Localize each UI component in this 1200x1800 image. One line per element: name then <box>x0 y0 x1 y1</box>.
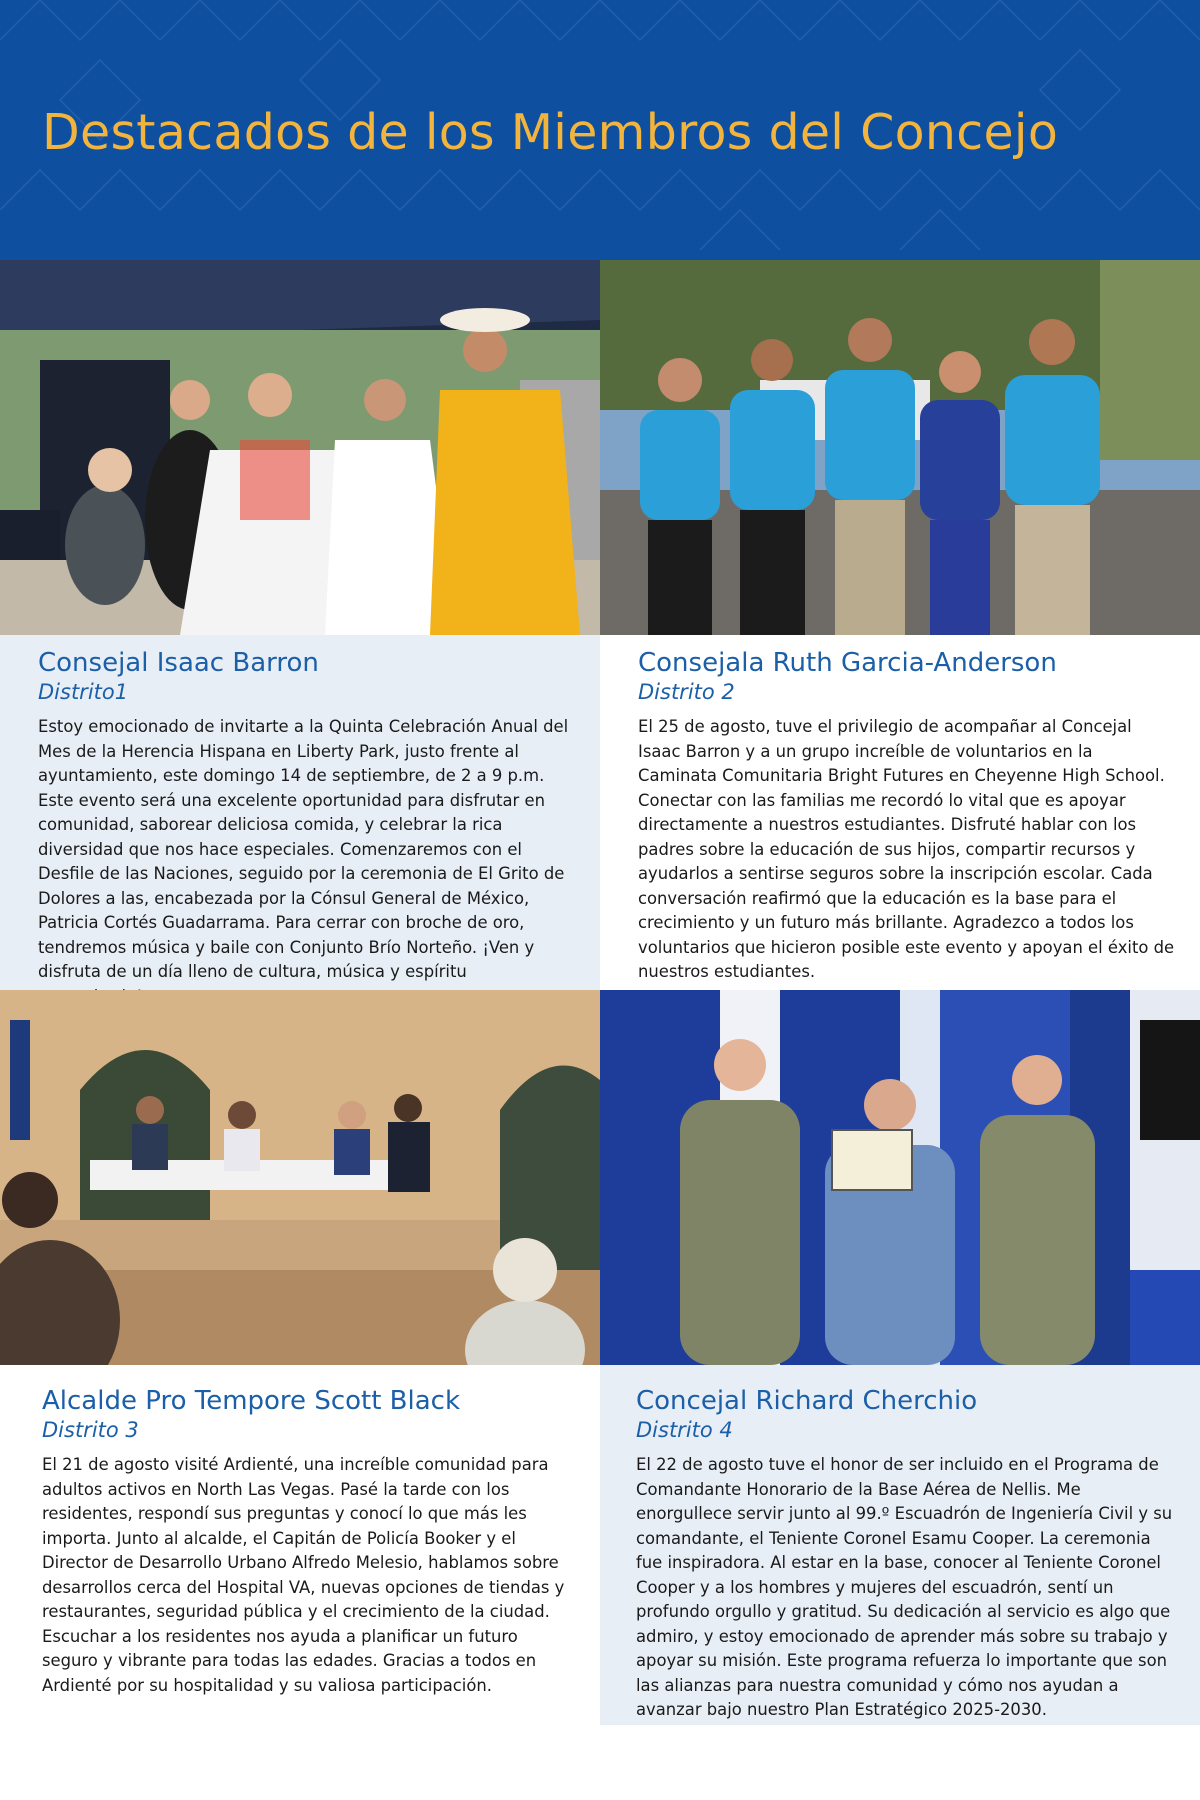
member-name: Concejal Richard Cherchio <box>636 1386 978 1416</box>
member-text: El 21 de agosto visité Ardienté, una increíble comunidad para adultos activos en North Las Vegas. Pasé la tarde con los residentes, respondí sus preguntas y conocí lo que más les importa. Junto al alcalde, el Capitán de Policía Booker y el Director de Desarrollo Urbano Alfredo Melesio, hablamos sobre desarrollos cerca del Hospital VA, nuevas opciones de tiendas y restaurantes, seguridad pública y el crecimiento de la ciudad. Escuchar a los residentes nos ayuda a planificar un futuro seguro y vibrante para todas las edades. Gracias a todos en Ardienté por su hospitalidad y su valiosa participación. <box>42 1455 565 1695</box>
page-title: Destacados de los Miembros del Concejo <box>42 104 1059 161</box>
member-name: Consejala Ruth Garcia-Anderson <box>638 648 1057 678</box>
member-name: Consejal Isaac Barron <box>38 648 319 678</box>
photo-ardiente-meeting <box>0 990 600 1365</box>
member-text: El 22 de agosto tuve el honor de ser incluido en el Programa de Comandante Honorario de la Base Aérea de Nellis. Me enorgullece servir junto al 99.º Escuadrón de Ingeniería Civil y su comandante, el Teniente Coronel Esamu Cooper. La ceremonia fue inspiradora. Al estar en la base, conocer al Teniente Coronel Cooper y a los hombres y mujeres del escuadrón, sentí un profundo orgullo y gratitud. Su dedicación al servicio es algo que admiro, y estoy emocionado de aprender más sobre su trabajo y apoyar su misión. Este programa refuerza lo importante que son las alianzas para nuestra comunidad y cómo nos ayudan a avanzar bajo nuestro Plan Estratégico 2025-2030. <box>636 1455 1173 1719</box>
member-text: El 25 de agosto, tuve el privilegio de acompañar al Concejal Isaac Barron y a un grupo increíble de voluntarios en la Caminata Comunitaria Bright Futures en Cheyenne High School. Conectar con las familias me recordó lo vital que es apoyar directamente a nuestros estudiantes. Disfruté hablar con los padres sobre la educación de sus hijos, compartir recursos y ayudarlos a sentirse seguros sobre la inscripción escolar. Cada conversación reafirmó que la educación es la base para el crecimiento y un futuro más brillante. Agradezco a todos los voluntarios que hicieron posible este evento y apoyan el éxito de nuestros estudiantes. <box>638 717 1175 981</box>
member-district: Distrito 4 <box>636 1418 733 1442</box>
photo-nellis-honorary-commander <box>600 990 1200 1365</box>
member-district: Distrito1 <box>38 680 129 704</box>
member-name: Alcalde Pro Tempore Scott Black <box>42 1386 461 1416</box>
member-card-black <box>0 1365 600 1800</box>
member-district: Distrito 2 <box>638 680 735 704</box>
photo-bright-futures-walk <box>600 260 1200 635</box>
member-district: Distrito 3 <box>42 1418 139 1442</box>
member-card-barron <box>0 635 600 990</box>
page-header <box>0 0 1200 260</box>
member-card-garcia-anderson <box>600 635 1200 990</box>
photo-hispanic-heritage-festival <box>0 260 600 635</box>
member-text: Estoy emocionado de invitarte a la Quinta Celebración Anual del Mes de la Herencia Hispana en Liberty Park, justo frente al ayuntamiento, este domingo 14 de septiembre, de 2 a 9 p.m. Este evento será una excelente oportunidad para disfrutar en comunidad, saborear deliciosa comida, y celebrar la rica diversidad que nos hace especiales. Comenzaremos con el Desfile de las Naciones, seguido por la ceremonia de El Grito de Dolores a las, encabezada por la Cónsul General de México, Patricia Cortés Guadarrama. Para cerrar con broche de oro, tendremos música y baile con Conjunto Brío Norteño. ¡Ven y disfruta de un día lleno de cultura, música y espíritu <box>38 717 569 981</box>
member-card-cherchio <box>600 1365 1200 1725</box>
